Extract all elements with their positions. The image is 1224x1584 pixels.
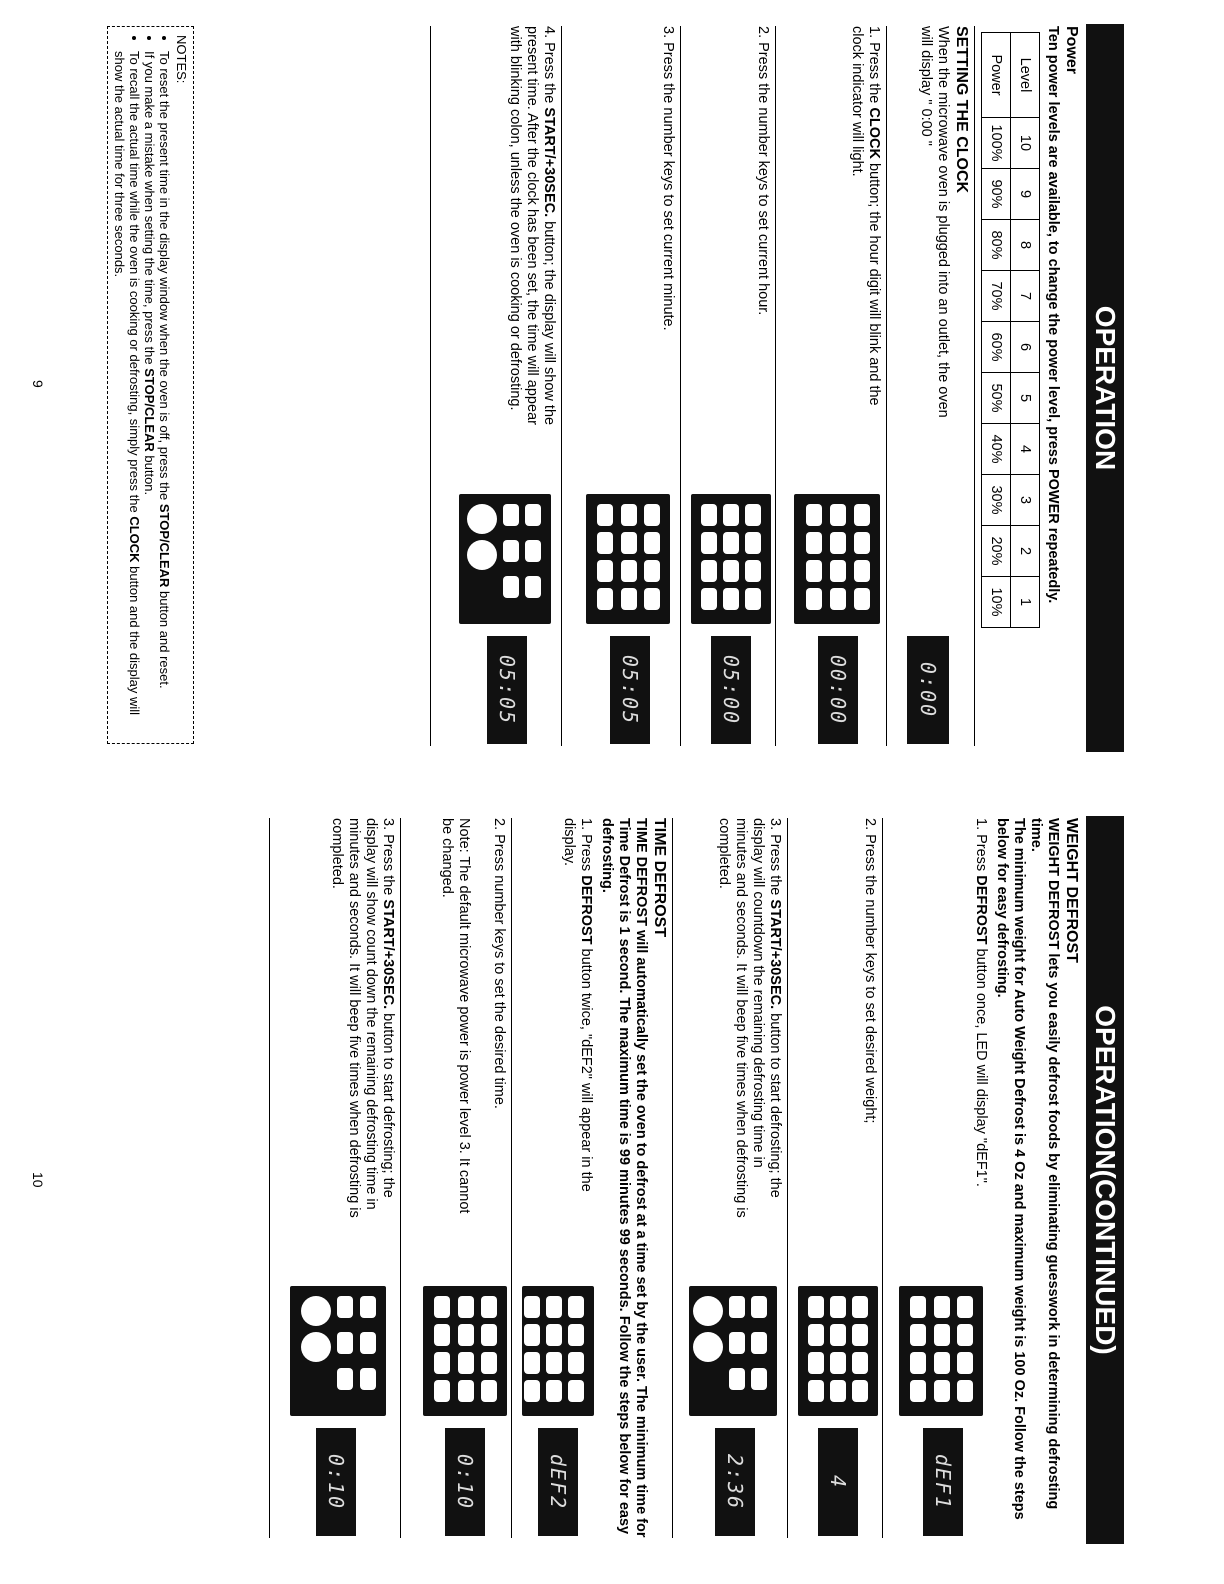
keypad-key-icon: [644, 560, 660, 582]
keypad-key-icon: [337, 1296, 353, 1318]
power-title: Power: [1063, 26, 1080, 75]
divider: [672, 818, 673, 1538]
level-cell: 5: [1011, 373, 1040, 424]
keypad-key-icon: [723, 532, 739, 554]
keypad-key-icon: [481, 1324, 497, 1346]
time-step: [518, 818, 594, 1538]
time-defrost-title: TIME DEFROST: [651, 818, 668, 938]
keypad-key-icon: [621, 560, 637, 582]
step-text: 2. Press the number keys to set current hour.: [755, 26, 771, 316]
lcd-display: dEF1: [923, 1428, 963, 1536]
keypad-key-icon: [360, 1368, 376, 1390]
lcd-display: 4: [818, 1428, 858, 1536]
keypad-key-icon: [830, 1296, 846, 1318]
power-cell: 70%: [982, 271, 1011, 322]
keypad-key-icon: [808, 1352, 824, 1374]
page-number: 9: [30, 380, 46, 388]
time-intro: TIME DEFROST will automatically set the oven to defrost at a time set by the user. The minimum time for Time Defrost is 1 second. The maximum time is 99 minutes 99 seconds. Follow the steps below for easy defrosting.: [599, 818, 649, 1538]
notes-list: [112, 35, 172, 735]
keypad-key-icon: [745, 504, 761, 526]
keypad-key-icon: [806, 504, 822, 526]
keypad-key-icon: [723, 588, 739, 610]
weight-step: [889, 818, 989, 1538]
lcd-display: 05:00: [711, 636, 751, 744]
keypad-key-icon: [525, 576, 541, 598]
power-cell: 20%: [982, 526, 1011, 577]
keypad-key-icon: [568, 1352, 584, 1374]
keypad-key-icon: [806, 560, 822, 582]
divider: [775, 26, 776, 746]
keypad-key-icon: [524, 1380, 540, 1402]
keypad-key-icon: [701, 588, 717, 610]
keypad-key-icon: [693, 1332, 723, 1362]
step-text: 1. Press DEFROST button twice, "dEF2" will appear in the display.: [561, 818, 594, 1192]
keypad-key-icon: [957, 1352, 973, 1374]
keypad-illustration: [798, 1286, 878, 1416]
clock-intro-text: When the microwave oven is plugged into an outlet, the oven will display " 0:00 ": [918, 26, 951, 418]
lcd-display: 0:00: [907, 636, 949, 744]
keypad-key-icon: [524, 1296, 540, 1318]
divider: [886, 26, 887, 746]
keypad-key-icon: [806, 532, 822, 554]
keypad-key-icon: [830, 1352, 846, 1374]
power-cell: 100%: [982, 118, 1011, 169]
keypad-key-icon: [808, 1380, 824, 1402]
lcd-display: dEF2: [538, 1428, 578, 1536]
keypad-key-icon: [745, 588, 761, 610]
keypad-key-icon: [467, 504, 497, 534]
clock-title: SETTING THE CLOCK: [953, 26, 970, 194]
keypad-illustration: [586, 494, 670, 624]
keypad-key-icon: [830, 1380, 846, 1402]
keypad-key-icon: [830, 1324, 846, 1346]
keypad-illustration: [423, 1286, 507, 1416]
lcd-display: 00:00: [818, 636, 858, 744]
keypad-key-icon: [910, 1324, 926, 1346]
note-item: • To reset the present time in the display window when the oven is off, press the STOP/CLEAR button and reset.: [157, 51, 172, 735]
keypad-key-icon: [597, 532, 613, 554]
step-text: 1. Press DEFROST button once, LED will display "dEF1".: [973, 818, 989, 1187]
keypad-key-icon: [481, 1380, 497, 1402]
power-cell: 40%: [982, 424, 1011, 475]
keypad-key-icon: [854, 588, 870, 610]
level-cell: 9: [1011, 169, 1040, 220]
power-table: [981, 32, 1040, 628]
page-banner: OPERATION: [1086, 24, 1124, 752]
level-cell: 8: [1011, 220, 1040, 271]
lcd-display: 05:05: [487, 636, 527, 744]
divider: [269, 818, 270, 1538]
keypad-key-icon: [751, 1368, 767, 1390]
keypad-key-icon: [693, 1296, 723, 1326]
keypad-key-icon: [852, 1296, 868, 1318]
page-banner: OPERATION(CONTINUED): [1086, 816, 1124, 1544]
keypad-key-icon: [957, 1296, 973, 1318]
lcd-display: 05:05: [610, 636, 650, 744]
keypad-key-icon: [751, 1296, 767, 1318]
keypad-key-icon: [852, 1380, 868, 1402]
level-cell: 2: [1011, 526, 1040, 577]
keypad-key-icon: [546, 1352, 562, 1374]
keypad-key-icon: [621, 588, 637, 610]
keypad-key-icon: [957, 1324, 973, 1346]
level-cell: 3: [1011, 475, 1040, 526]
keypad-key-icon: [830, 560, 846, 582]
keypad-key-icon: [934, 1324, 950, 1346]
keypad-illustration: [794, 494, 880, 624]
weight-defrost-title: WEIGHT DEFROST: [1063, 818, 1080, 963]
keypad-key-icon: [525, 504, 541, 526]
keypad-key-icon: [957, 1380, 973, 1402]
keypad-key-icon: [806, 588, 822, 610]
keypad-key-icon: [546, 1380, 562, 1402]
keypad-key-icon: [910, 1380, 926, 1402]
note-item: • To recall the actual time while the oven is cooking or defrosting, simply press the CLOCK button and the display will show the actual time for three seconds.: [112, 51, 142, 735]
keypad-key-icon: [458, 1352, 474, 1374]
keypad-key-icon: [337, 1368, 353, 1390]
keypad-key-icon: [934, 1352, 950, 1374]
level-label: Level: [1011, 33, 1040, 118]
keypad-key-icon: [525, 540, 541, 562]
power-cell: 10%: [982, 577, 1011, 628]
keypad-key-icon: [729, 1332, 745, 1354]
clock-step: [782, 26, 882, 746]
power-subtitle: Ten power levels are available, to change the power level, press POWER repeatedly.: [1045, 26, 1061, 604]
keypad-key-icon: [701, 504, 717, 526]
keypad-key-icon: [337, 1332, 353, 1354]
keypad-key-icon: [723, 504, 739, 526]
keypad-key-icon: [723, 560, 739, 582]
power-cell: 90%: [982, 169, 1011, 220]
keypad-key-icon: [701, 560, 717, 582]
time-step: [407, 818, 507, 1538]
keypad-key-icon: [467, 540, 497, 570]
keypad-key-icon: [458, 1324, 474, 1346]
keypad-key-icon: [568, 1296, 584, 1318]
keypad-key-icon: [751, 1332, 767, 1354]
keypad-key-icon: [503, 540, 519, 562]
step-text: 4. Press the START/+30SEC. button; the display will show the present time. After the clock has been set, the time will appear with blinking colon, unless the oven is cooking or defrosting.: [507, 26, 557, 426]
keypad-key-icon: [458, 1296, 474, 1318]
left-content: [426, 26, 1084, 746]
keypad-key-icon: [360, 1332, 376, 1354]
keypad-key-icon: [644, 504, 660, 526]
keypad-key-icon: [434, 1380, 450, 1402]
step-note: Note: The default microwave power is power level 3. It cannot be changed.: [439, 818, 472, 1214]
clock-step: [687, 26, 771, 746]
keypad-key-icon: [910, 1352, 926, 1374]
keypad-key-icon: [481, 1296, 497, 1318]
start-button-illustration: [689, 1286, 777, 1416]
lcd-display: 2:36: [715, 1428, 755, 1536]
clock-step: [437, 26, 557, 746]
keypad-key-icon: [830, 504, 846, 526]
clock-step: [568, 26, 676, 746]
keypad-key-icon: [524, 1352, 540, 1374]
level-cell: 7: [1011, 271, 1040, 322]
keypad-key-icon: [644, 588, 660, 610]
keypad-key-icon: [808, 1296, 824, 1318]
lcd-display: 0:10: [316, 1428, 356, 1536]
keypad-key-icon: [597, 504, 613, 526]
keypad-key-icon: [745, 532, 761, 554]
step-text: 3. Press the START/+30SEC. button to start defrosting; the display will countdown the remaining defrosting time in minutes and seconds. It will beep five times when defrosting is completed.: [716, 818, 783, 1218]
level-cell: 6: [1011, 322, 1040, 373]
keypad-key-icon: [458, 1380, 474, 1402]
divider: [787, 818, 788, 1538]
lcd-display: 0:10: [445, 1428, 485, 1536]
divider: [511, 818, 512, 1538]
keypad-key-icon: [621, 532, 637, 554]
power-label: Power: [982, 33, 1011, 118]
time-step: [276, 818, 396, 1538]
keypad-key-icon: [597, 588, 613, 610]
power-row: [982, 33, 1011, 628]
start-button-illustration: [459, 494, 551, 624]
level-cell: 1: [1011, 577, 1040, 628]
step-text: 2. Press the number keys to set desired weight;: [862, 818, 878, 1124]
power-cell: 60%: [982, 322, 1011, 373]
keypad-key-icon: [934, 1296, 950, 1318]
keypad-key-icon: [852, 1352, 868, 1374]
notes-box: [107, 26, 194, 744]
keypad-key-icon: [808, 1324, 824, 1346]
keypad-illustration: [691, 494, 771, 624]
keypad-key-icon: [568, 1380, 584, 1402]
keypad-key-icon: [546, 1296, 562, 1318]
keypad-key-icon: [701, 532, 717, 554]
keypad-illustration: [522, 1286, 594, 1416]
divider: [882, 818, 883, 1538]
keypad-key-icon: [301, 1296, 331, 1326]
keypad-key-icon: [524, 1324, 540, 1346]
keypad-key-icon: [729, 1296, 745, 1318]
keypad-key-icon: [852, 1324, 868, 1346]
divider: [974, 26, 975, 746]
note-item: • If you make a mistake when setting the time, press the STOP/CLEAR button.: [142, 51, 157, 735]
step-text: 3. Press the START/+30SEC. button to start defrosting; the display will show count down the remaining defrosting time in minutes and seconds. It will beep five times when defrosting is completed.: [329, 818, 396, 1218]
keypad-key-icon: [830, 588, 846, 610]
start-button-illustration: [290, 1286, 386, 1416]
keypad-key-icon: [729, 1368, 745, 1390]
divider: [561, 26, 562, 746]
level-cell: 4: [1011, 424, 1040, 475]
level-cell: 10: [1011, 118, 1040, 169]
step-text: 2. Press number keys to set the desired time.: [491, 818, 507, 1109]
weight-intro-2: The minimum weight for Auto Weight Defrost is 4 Oz and maximum weight is 100 Oz. Follow the steps below for easy defrosting.: [994, 818, 1027, 1520]
page-number: 10: [30, 1172, 46, 1188]
keypad-key-icon: [910, 1296, 926, 1318]
keypad-illustration: [899, 1286, 983, 1416]
weight-step: [679, 818, 783, 1538]
power-cell: 30%: [982, 475, 1011, 526]
divider: [680, 26, 681, 746]
keypad-key-icon: [854, 504, 870, 526]
keypad-key-icon: [854, 532, 870, 554]
step-text: 1. Press the CLOCK button; the hour digit will blink and the clock indicator will light.: [849, 26, 882, 406]
divider: [400, 818, 401, 1538]
keypad-key-icon: [546, 1324, 562, 1346]
step-text: 3. Press the number keys to set current minute.: [660, 26, 676, 331]
level-row: [1011, 33, 1040, 628]
keypad-key-icon: [568, 1324, 584, 1346]
keypad-key-icon: [360, 1296, 376, 1318]
power-cell: 50%: [982, 373, 1011, 424]
keypad-key-icon: [434, 1352, 450, 1374]
weight-step: [794, 818, 878, 1538]
right-content: [265, 818, 1084, 1538]
keypad-key-icon: [434, 1296, 450, 1318]
keypad-key-icon: [301, 1332, 331, 1362]
divider: [430, 26, 431, 746]
keypad-key-icon: [503, 504, 519, 526]
keypad-key-icon: [644, 532, 660, 554]
keypad-key-icon: [854, 560, 870, 582]
keypad-key-icon: [621, 504, 637, 526]
notes-title: NOTES:: [174, 35, 189, 84]
keypad-key-icon: [503, 576, 519, 598]
keypad-key-icon: [830, 532, 846, 554]
keypad-key-icon: [434, 1324, 450, 1346]
keypad-key-icon: [481, 1352, 497, 1374]
keypad-key-icon: [934, 1380, 950, 1402]
page-right: [0, 792, 1224, 1584]
keypad-key-icon: [745, 560, 761, 582]
clock-intro: [893, 26, 951, 746]
weight-intro-1: WEIGHT DEFROST lets you easily defrost foods by eliminating guesswork in determining defrosting time.: [1028, 818, 1061, 1510]
keypad-key-icon: [597, 560, 613, 582]
power-cell: 80%: [982, 220, 1011, 271]
